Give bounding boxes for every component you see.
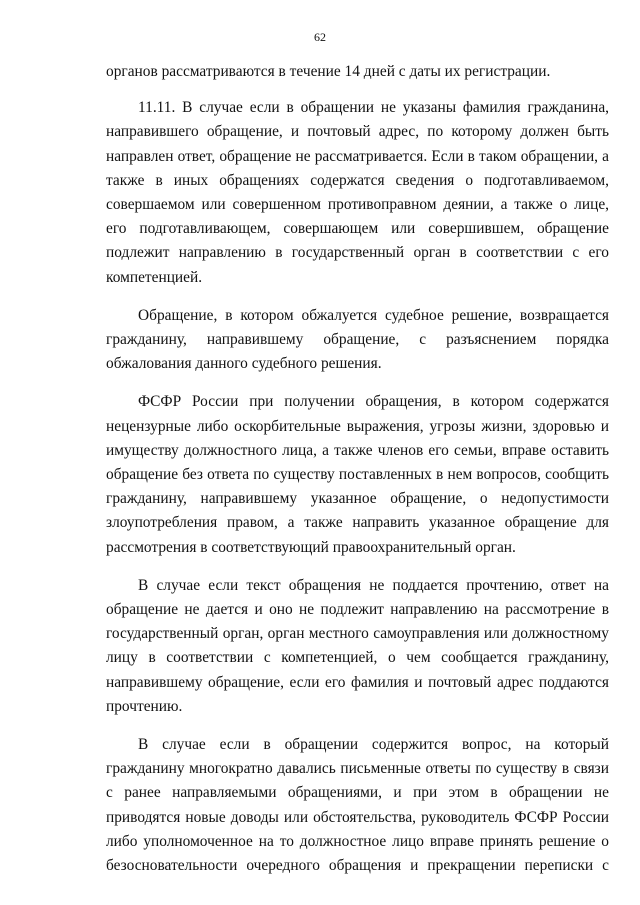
paragraph-11-11: 11.11. В случае если в обращении не указаны фамилия гражданина, направившего обращение, и почтовый адрес, по которому должен быть направлен ответ, обращение не рассматривается. Если в таком обращении, а также в иных обращениях содержатся сведения о подготавливаемом, совершаемом или совершенном противоправном деянии, а также о лице, его подготавливающем, совершающем или совершившем, обращение подлежит направлению в государственный орган в соответствии с его компетенцией. xyxy=(106,99,609,286)
paragraph-offensive-language: ФСФР России при получении обращения, в котором содержатся нецензурные либо оскорбительные выражения, угрозы жизни, здоровью и имуществу должностного лица, а также членов его семьи, вправе оставить обращение без ответа по существу поставленных в нем вопросов, сообщить гражданину, направившему указанное обращение, о недопустимости злоупотребления правом, а также направить указанное обращение для рассмотрения в соответствующий правоохранительный орган. xyxy=(106,393,609,556)
page-number: 62 xyxy=(314,30,326,44)
paragraph-unreadable-text: В случае если текст обращения не поддается прочтению, ответ на обращение не дается и оно не подлежит направлению на рассмотрение в государственный орган, орган местного самоуправления или должностному лицу в соответствии с компетенцией, о чем сообщается гражданину, направившему обращение, если его фамилия и почтовый адрес поддаются прочтению. xyxy=(106,576,609,715)
paragraph-continuation: органов рассматриваются в течение 14 дней с даты их регистрации. xyxy=(106,63,551,80)
paragraph-court-decision: Обращение, в котором обжалуется судебное решение, возвращается гражданину, направившему обращение, с разъяснением порядка обжалования данного судебного решения. xyxy=(106,306,609,373)
paragraph-repeated-questions: В случае если в обращении содержится вопрос, на который гражданину многократно давались письменные ответы по существу в связи с ранее направляемыми обращениями, и при этом в обращении не приводятся новые доводы или обстоятельства, руководитель ФСФР России либо уполномоченное на то должностное лицо вправе принять решение о безосновательности очередного обращения и прекращении переписки с xyxy=(106,736,609,875)
document-body xyxy=(106,60,609,878)
